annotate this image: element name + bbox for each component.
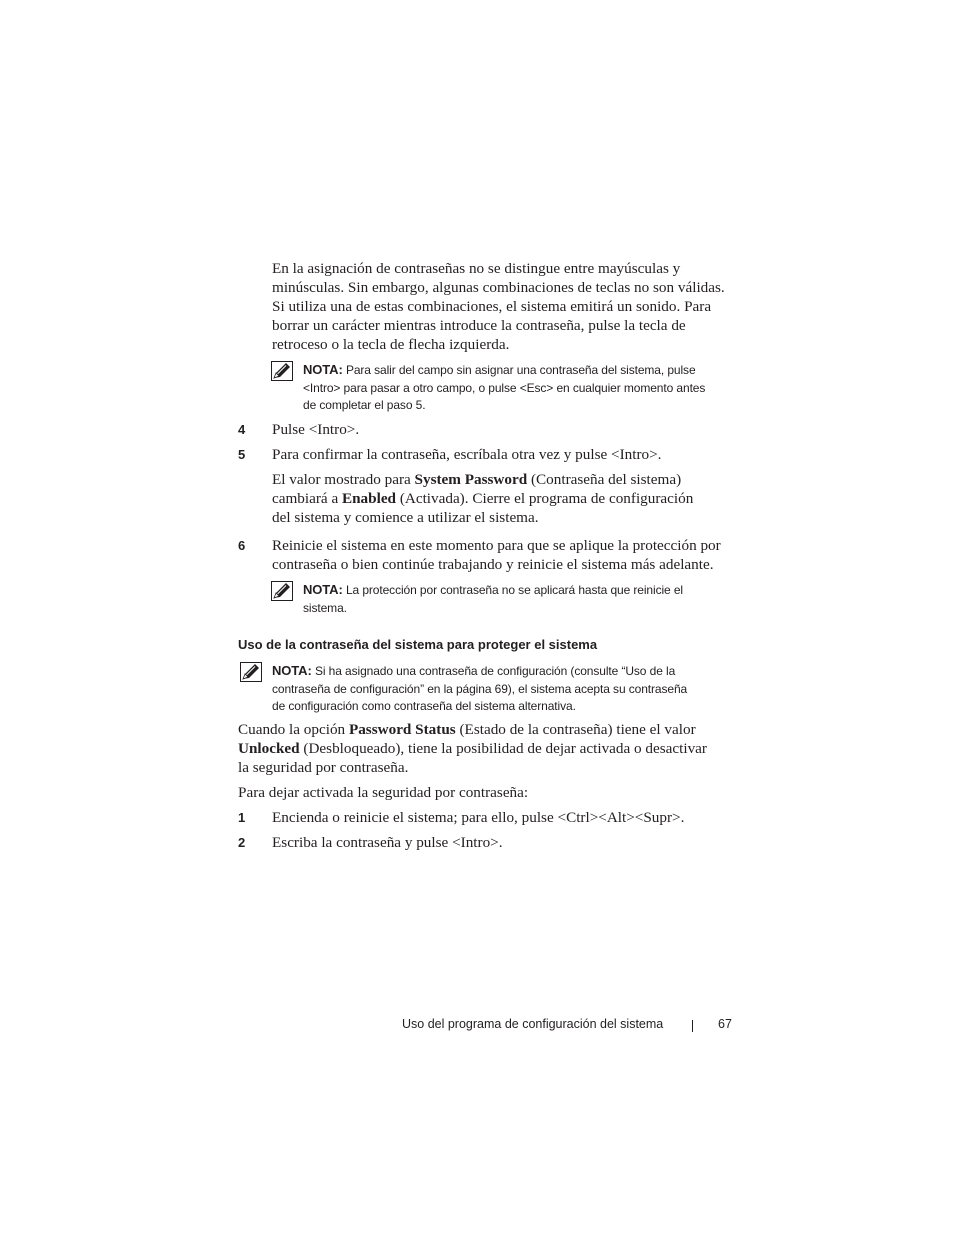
pencil-note-icon — [240, 662, 262, 682]
note-label: NOTA: — [303, 582, 343, 597]
step-text: Encienda o reinicie el sistema; para ello, pulse <Ctrl><Alt><Supr>. — [272, 809, 685, 826]
intro-line: Si utiliza una de estas combinaciones, el sistema emitirá un sonido. Para — [272, 298, 712, 315]
intro-line: borrar un carácter mientras introduce la contraseña, pulse la tecla de — [272, 317, 686, 334]
note-text: NOTA: Si ha asignado una contraseña de configuración (consulte “Uso de la contraseña de configuración” en la página 69), el sistema acepta su contraseña de configuración como contraseña del sistema alternativa. — [272, 663, 688, 713]
step-text: Pulse <Intro>. — [272, 421, 360, 438]
step-number: 4 — [238, 422, 246, 437]
note-label: NOTA: — [303, 362, 343, 377]
step-number: 6 — [238, 538, 246, 553]
step-detail-paragraph: El valor mostrado para System Password (Contraseña del sistema) cambiará a Enabled (Activada). Cierre el programa de configuración del sistema y comience a utilizar el sistema. — [272, 471, 694, 526]
note-box — [271, 581, 683, 617]
section-heading: Uso de la contraseña del sistema para proteger el sistema — [238, 637, 598, 652]
field-value: Unlocked — [238, 740, 300, 757]
step-number: 1 — [238, 810, 246, 825]
note-label: NOTA: — [272, 663, 312, 678]
field-name: System Password — [414, 471, 528, 488]
list-item — [238, 420, 359, 439]
step-text: Reinicie el sistema en este momento para que se aplique la protección por contraseña o bien continúe trabajando y reinicie el sistema más adelante. — [272, 537, 721, 573]
intro-line: retroceso o la tecla de flecha izquierda. — [272, 336, 510, 353]
list-item — [238, 445, 661, 464]
page-number: 67 — [718, 1017, 732, 1031]
step-number: 5 — [238, 447, 246, 462]
list-item — [238, 833, 503, 852]
step-text: Para confirmar la contraseña, escríbala otra vez y pulse <Intro>. — [272, 446, 662, 463]
note-box — [240, 662, 687, 716]
intro-line: minúsculas. Sin embargo, algunas combinaciones de teclas no son válidas. — [272, 279, 725, 296]
footer-divider — [692, 1020, 693, 1032]
note-box — [271, 361, 705, 415]
step-number: 2 — [238, 835, 246, 850]
procedure-intro: Para dejar activada la seguridad por contraseña: — [238, 784, 529, 801]
list-item — [238, 536, 721, 574]
intro-paragraph — [272, 259, 725, 354]
note-text: NOTA: Para salir del campo sin asignar una contraseña del sistema, pulse <Intro> para pasar a otro campo, o pulse <Esc> en cualquier momento antes de completar el paso 5. — [303, 362, 706, 412]
intro-line: En la asignación de contraseñas no se distingue entre mayúsculas y — [272, 260, 681, 277]
footer-section-title: Uso del programa de configuración del sistema — [402, 1017, 664, 1031]
field-name: Password Status — [348, 721, 456, 738]
status-paragraph: Cuando la opción Password Status (Estado de la contraseña) tiene el valor Unlocked (Desbloqueado), tiene la posibilidad de dejar activada o desactivar la seguridad por contraseña. — [238, 721, 707, 776]
pencil-note-icon — [271, 581, 293, 601]
pencil-note-icon — [271, 361, 293, 381]
list-item — [238, 808, 684, 827]
field-value: Enabled — [341, 490, 397, 507]
step-text: Escriba la contraseña y pulse <Intro>. — [272, 834, 503, 851]
note-text: NOTA: La protección por contraseña no se aplicará hasta que reinicie el sistema. — [303, 582, 683, 615]
